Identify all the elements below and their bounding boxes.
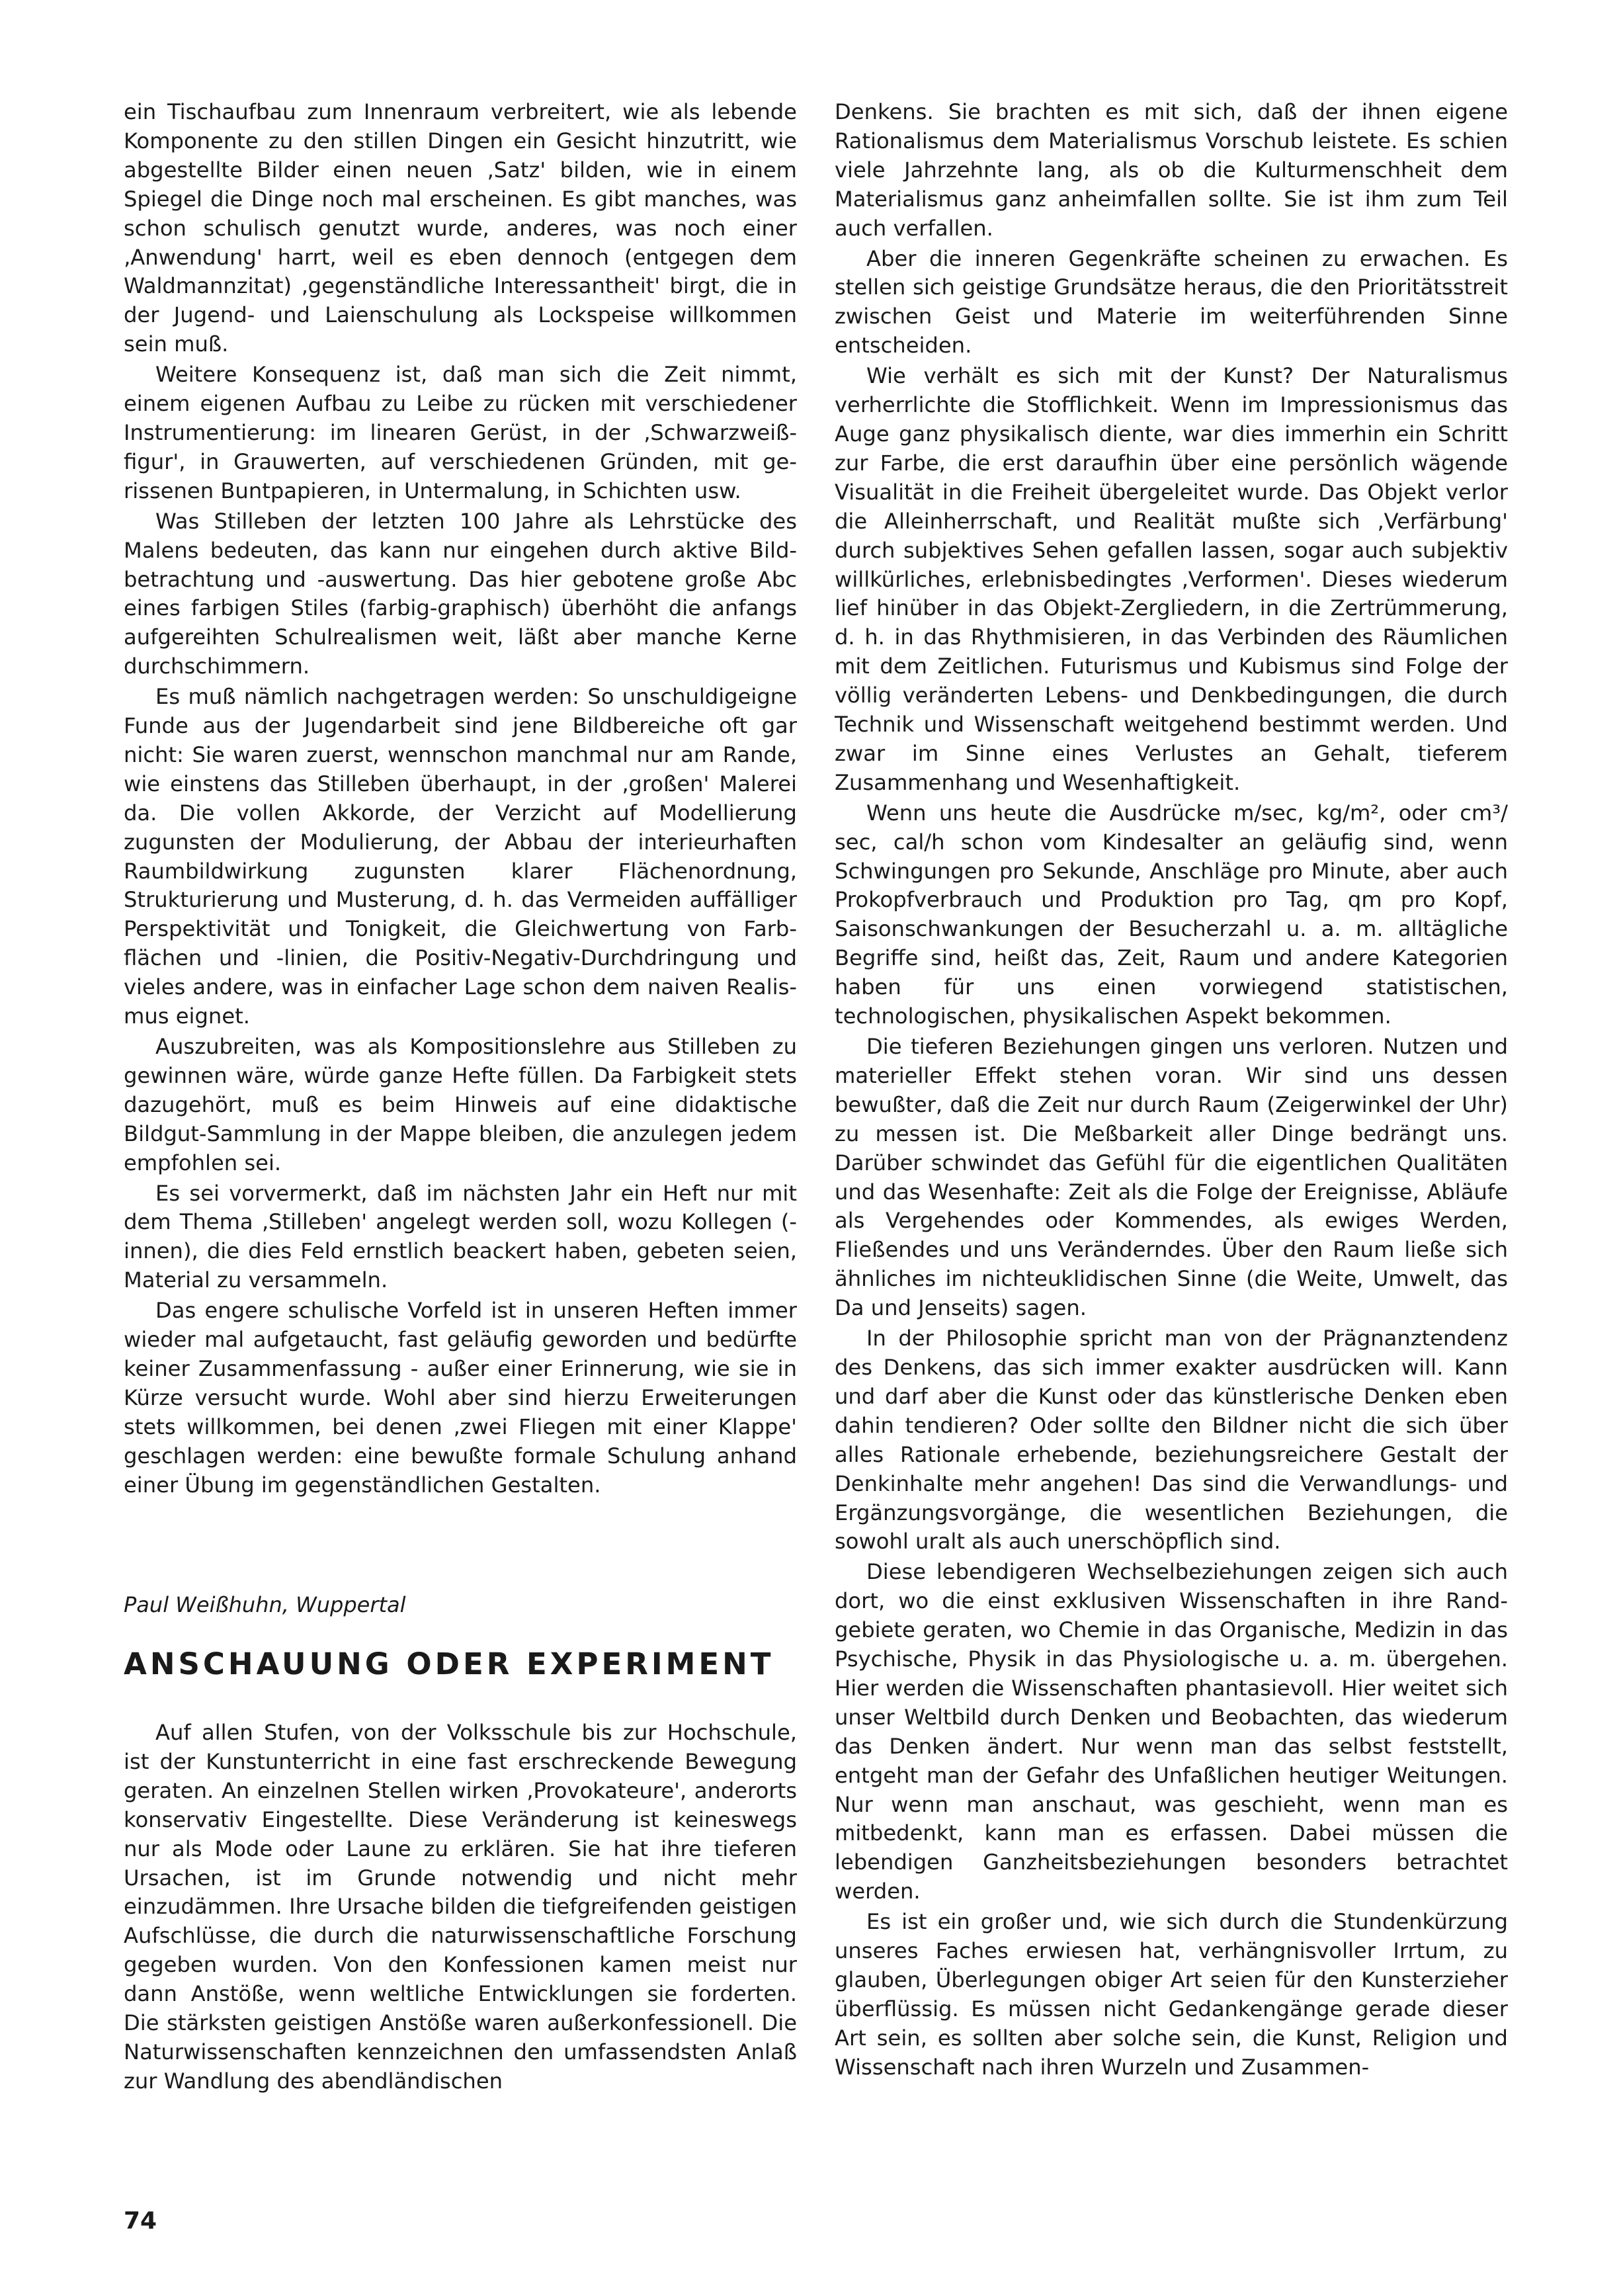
page-number: 74 bbox=[124, 2207, 157, 2234]
article-headline: ANSCHAUUNG ODER EXPERIMENT bbox=[124, 1646, 774, 1681]
right-paragraph-6: In der Philosophie spricht man von der Prägnanztendenz des Denkens, das sich immer exakter ausdrücken will. Kann und darf aber die Kunst oder das künstlerische Denken eben dahin tendieren? Oder sollte den Bildner nicht die sich über alles Rationale erhebende, beziehungsreichere Gestalt der Denkinhalte mehr angehen! Das sind die Verwandlungs- und Ergänzungsvorgänge, die wesentlichen Beziehungen, die sowohl uralt als auch unerschöpflich sind. bbox=[835, 1326, 1508, 1554]
article-intro-block bbox=[124, 1719, 797, 2096]
article-intro-paragraph: Auf allen Stufen, von der Volksschule bis zur Hochschule, ist der Kunstunterricht in eine fast erschreckende Bewegung geraten. An einzelnen Stellen wirken ‚Provokateure', anderorts konservativ Eingestellte. Diese Veränderung ist keineswegs nur als Mode oder Laune zu erklären. Sie hat ihre tieferen Ursachen, ist im Grunde notwendig und nicht mehr einzudämmen. Ihre Ursache bilden die tiefgreifenden geistigen Aufschlüsse, die durch die naturwissenschaftliche Forschung gegeben wurden. Von den Konfessionen kamen meist nur dann Anstöße, wenn weltliche Entwicklungen sie forderten. Die stärksten geistigen Anstöße waren außerkonfessionell. Die Naturwissenschaften kennzeichnen den umfassendsten Anlaß zur Wandlung des abendländischen bbox=[124, 1720, 797, 2094]
article-header bbox=[124, 1590, 797, 1684]
right-paragraph-8: Es ist ein großer und, wie sich durch die Stundenkürzung unseres Faches erwiesen hat, verhängnisvoller Irrtum, zu glauben, Überlegungen obiger Art seien für den Kunsterzieher überflüssig. Es müssen nicht Gedankengänge gerade dieser Art sein, es sollten aber solche sein, die Kunst, Religion und Wissenschaft nach ihren Wurzeln und Zusammen- bbox=[835, 1909, 1508, 2080]
left-paragraph-2: Weitere Konsequenz ist, daß man sich die Zeit nimmt, einem eigenen Aufbau zu Leibe zu rücken mit verschiedener Instrumentierung: im linearen Gerüst, in der ‚Schwarzweißfigur', in Grauwerten, auf verschiedenen Gründen, mit gerissenen Buntpapieren, in Untermalung, in Schichten usw. bbox=[124, 362, 797, 503]
right-paragraph-5: Die tieferen Beziehungen gingen uns verloren. Nutzen und materieller Effekt stehen voran. Wir sind uns dessen bewußter, daß die Zeit nur durch Raum (Zeigerwinkel der Uhr) zu messen ist. Die Meßbarkeit aller Dinge bedrängt uns. Darüber schwindet das Gefühl für die eigentlichen Qualitäten und das Wesenhafte: Zeit als die Folge der Ereignisse, Abläufe als Vergehendes oder Kommendes, als ewiges Werden, Fließendes und uns Veränderndes. Über den Raum ließe sich ähnliches im nichteuklidischen Sinne (die Weite, Umwelt, das Da und Jenseits) sagen. bbox=[835, 1034, 1508, 1321]
left-column bbox=[124, 98, 797, 1500]
left-paragraph-5: Auszubreiten, was als Kompositionslehre aus Stilleben zu gewinnen wäre, würde ganze Hefte füllen. Da Farbigkeit stets dazugehört, muß es beim Hinweis auf eine didaktische Bildgut-Sammlung in der Mappe bleiben, die anzulegen jedem empfohlen sei. bbox=[124, 1034, 797, 1175]
right-paragraph-4: Wenn uns heute die Ausdrücke m/sec, kg/m², oder cm³/ sec, cal/h schon vom Kindesalter an geläufig sind, wenn Schwingungen pro Sekunde, Anschläge pro Minute, aber auch Prokopfverbrauch und Produktion pro Tag, qm pro Kopf, Saisonschwankungen der Besucherzahl u. a. m. alltägliche Begriffe sind, heißt das, Zeit, Raum und andere Kategorien haben für uns einen vorwiegend statistischen, technologischen, physikalischen Aspekt bekommen. bbox=[835, 800, 1508, 1029]
author-byline: Paul Weißhuhn, Wuppertal bbox=[124, 1592, 406, 1617]
right-column bbox=[835, 98, 1508, 2082]
right-paragraph-1: Denkens. Sie brachten es mit sich, daß der ihnen eigene Rationalismus dem Materialismus Vorschub leistete. Es schien viele Jahrzehnte lang, als ob die Kulturmenschheit dem Materialismus ganz anheimfallen sollte. Sie ist ihm zum Teil auch verfallen. bbox=[835, 99, 1508, 241]
left-paragraph-7: Das engere schulische Vorfeld ist in unseren Heften immer wieder mal aufgetaucht, fast geläufig geworden und bedürfte keiner Zusammenfassung - außer einer Erinnerung, wie sie in Kürze versucht wurde. Wohl aber sind hierzu Erweiterungen stets willkommen, bei denen ‚zwei Fliegen mit einer Klappe' geschlagen werden: eine bewußte formale Schulung anhand einer Übung im gegenständlichen Gestalten. bbox=[124, 1298, 797, 1498]
right-paragraph-2: Aber die inneren Gegenkräfte scheinen zu erwachen. Es stellen sich geistige Grundsätze heraus, die den Prioritätsstreit zwischen Geist und Materie im weiterführenden Sinne entscheiden. bbox=[835, 245, 1508, 359]
right-paragraph-3: Wie verhält es sich mit der Kunst? Der Naturalismus verherrlichte die Stofflichkeit. Wenn im Impressionismus das Auge ganz physikalisch diente, war dies immerhin ein Schritt zur Farbe, die erst daraufhin über eine persönlich wägende Visualität in die Freiheit übergeleitet wurde. Das Objekt verlor die Alleinherrschaft, und Realität mußte sich ‚Verfärbung' durch subjektives Sehen gefallen lassen, sogar auch subjektiv willkürliches, erlebnisbedingtes ‚Verformen'. Dieses wiederum lief hinüber in das Objekt-Zergliedern, in die Zertrümmerung, d. h. in das Rhythmisieren, in das Verbinden des Räumlichen mit dem Zeitlichen. Futurismus und Kubismus sind Folge der völlig veränderten Lebens- und Denkbedingungen, die durch Technik und Wissenschaft weitgehend bestimmt werden. Und zwar im Sinne eines Verlustes an Gehalt, tieferem Zusammenhang und Wesenhaftigkeit. bbox=[835, 363, 1508, 795]
right-paragraph-7: Diese lebendigeren Wechselbeziehungen zeigen sich auch dort, wo die einst exklusiven Wissenschaften in ihre Randgebiete geraten, wo Chemie in das Organische, Medizin in das Psychische, Physik in das Physiologische u. a. m. übergehen. Hier werden die Wissenschaften phantasievoll. Hier weitet sich unser Weltbild durch Denken und Beobachten, das wiederum das Denken ändert. Nur wenn man das selbst feststellt, entgeht man der Gefahr des Unfaßlichen heutiger Weitungen. Nur wenn man anschaut, was geschieht, wenn man es mitbedenkt, kann man es erfassen. Dabei müssen die lebendigen Ganzheitsbeziehungen besonders betrachtet werden. bbox=[835, 1559, 1508, 1904]
left-paragraph-6: Es sei vorvermerkt, daß im nächsten Jahr ein Heft nur mit dem Thema ‚Stilleben' angelegt werden soll, wozu Kollegen (-innen), die dies Feld ernstlich beackert haben, gebeten seien, Material zu versammeln. bbox=[124, 1180, 797, 1293]
left-paragraph-1: ein Tischaufbau zum Innenraum verbreitert, wie als lebende Komponente zu den stillen Dingen ein Gesicht hinzutritt, wie abgestellte Bilder einen neuen ‚Satz' bilden, wie in einem Spiegel die Dinge noch mal erscheinen. Es gibt manches, was schon schulisch genutzt wurde, anderes, was noch einer ‚Anwendung' harrt, weil es eben dennoch (entgegen dem Waldmannzitat) ‚gegenständliche Interessantheit' birgt, die in der Jugend- und Laienschulung als Lockspeise willkommen sein muß. bbox=[124, 99, 797, 357]
left-paragraph-4: Es muß nämlich nachgetragen werden: So unschuldigeigne Funde aus der Jugendarbeit sind jene Bildbereiche oft gar nicht: Sie waren zuerst, wennschon manchmal nur am Rande, wie einstens das Stilleben überhaupt, in der ‚großen' Malerei da. Die vollen Akkorde, der Verzicht auf Modellierung zugunsten der Modulierung, der Abbau der interieurhaften Raumbildwirkung zugunsten klarer Flächenordnung, Strukturierung und Musterung, d. h. das Vermeiden auffälliger Perspektivität und Tonigkeit, die Gleichwertung von Farbflächen und -linien, die Positiv-Negativ-Durchdringung und vieles andere, was in einfacher Lage schon dem naiven Realismus eignet. bbox=[124, 684, 797, 1029]
left-paragraph-3: Was Stilleben der letzten 100 Jahre als Lehrstücke des Malens bedeuten, das kann nur eingehen durch aktive Bildbetrachtung und -auswertung. Das hier gebotene große Abc eines farbigen Stiles (farbig-graphisch) überhöht die anfangs aufgereihten Schulrealismen weit, läßt aber manche Kerne durchschimmern. bbox=[124, 508, 797, 679]
